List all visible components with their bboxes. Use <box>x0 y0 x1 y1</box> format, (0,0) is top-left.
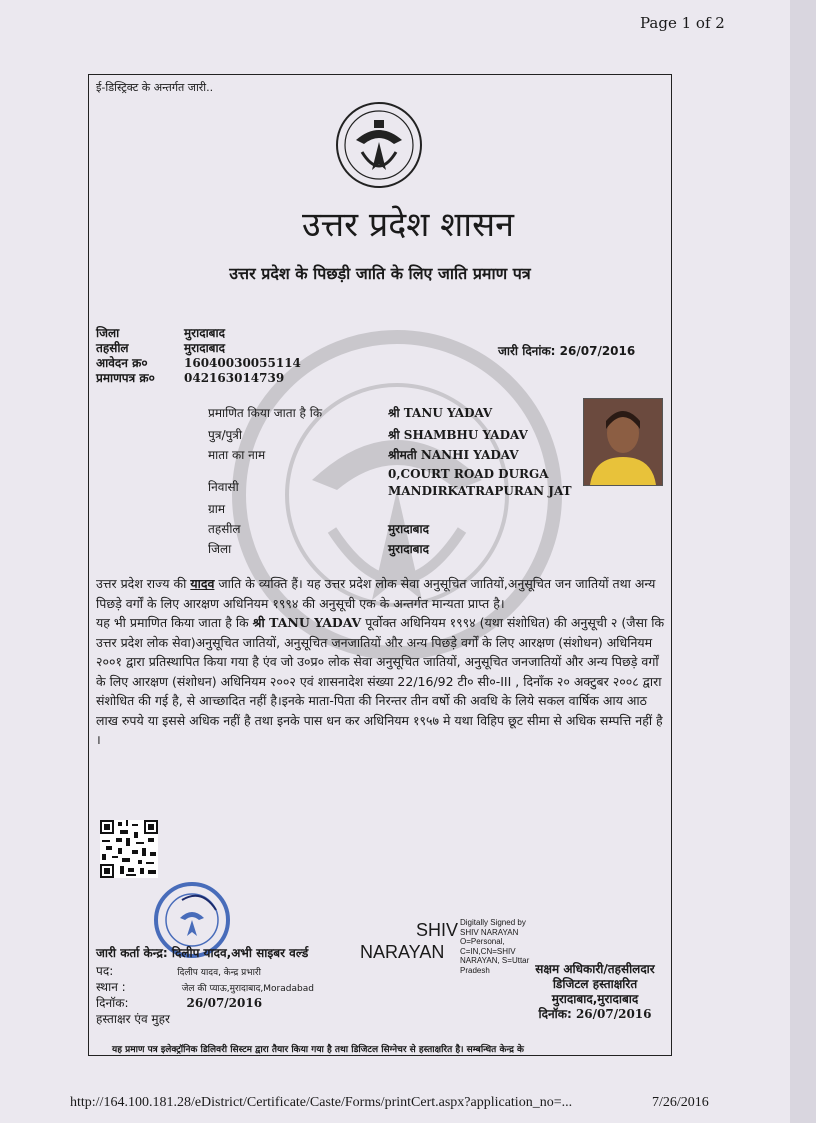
signer-name-line2: NARAYAN <box>360 942 445 962</box>
meta-value: मुरादाबाद <box>184 341 226 355</box>
caste-name: यादव <box>190 576 215 591</box>
issuer-row <box>96 944 308 961</box>
post-value: दिलीप यादव, केन्द्र प्रभारी <box>177 968 261 978</box>
body-paragraph <box>96 574 670 613</box>
meta-row <box>96 356 301 371</box>
meta-row <box>96 341 301 356</box>
date-row <box>96 994 262 1011</box>
meta-label: जिला <box>96 326 120 340</box>
detail-label: पुत्र/पुत्री <box>208 428 243 442</box>
meta-label: आवेदन क्र० <box>96 356 148 370</box>
officer-date <box>510 1007 680 1022</box>
state-emblem-icon <box>334 100 424 190</box>
body-text: पूर्वोक्त अधिनियम १९९४ (यथा संशोधित) की अनुसूची २ (जैसा कि उत्तर प्रदेश लोक सेवा)अनुसूचित जातियों, अनुसूचित जनजातियों और अन्य पिछड़े वर्गों के लिए आरक्षण (संशोधन) अधिनियम २००१ द्वारा प्रतिस्थापित किया गया है एंव जो उ०प्र० लोक सेवा अनुसूचित जातियों, अनुसूचित जनजातियों और अन्य पिछड़े वर्गों के लिए आरक्षण (संशोधन) अधिनियम २००२ एवं शासनादेश संख्या 22/16/92 टी० सी०-III , दिनाँक २० अक्टुबर २००८ द्वारा संशोधित की गई है, से आच्छादित नहीं है।इनके माता-पिता की निरन्तर तीन वर्षो की अवधि के लिये सकल वार्षिक आय आठ लाख रुपये या इससे अधिक नहीं है तथा इनके पास धन कर अधिनियम १९५७ मे यथा विहिप छूट सीमा से अधिक सम्पत्ति नहीं है । <box>96 615 665 747</box>
officer-location: मुरादाबाद,मुरादाबाद <box>551 992 639 1006</box>
detail-value: 0,COURT ROAD DURGA <box>388 467 549 481</box>
qr-code-icon <box>100 820 158 878</box>
officer-date-value: 26/07/2016 <box>575 1007 652 1021</box>
date-value: 26/07/2016 <box>186 996 263 1010</box>
detail-label: निवासी <box>208 480 239 494</box>
detail-label: तहसील <box>208 522 241 536</box>
detail-value: मुरादाबाद <box>388 542 430 556</box>
issuer-value: दिलीप यादव,अभी साइबर वर्ल्ड <box>171 946 309 960</box>
detail-label: जिला <box>208 542 232 556</box>
meta-value: 042163014739 <box>184 371 285 385</box>
body-paragraph <box>96 613 670 750</box>
issue-date <box>498 342 635 359</box>
body-text: जाति के व्यक्ति हैं। यह उत्तर प्रदेश लोक सेवा अनुसूचित जातियों,अनुसूचित जन जातियों तथा अन्य पिछड़े वर्गों के लिए आरक्षण अधिनियम १९९४ की अनुसूची एक के अन्तर्गत मान्यता प्राप्त है। <box>96 576 656 611</box>
detail-value: श्री TANU YADAV <box>388 406 493 420</box>
body-text: उत्तर प्रदेश राज्य की <box>96 576 191 591</box>
meta-label: प्रमाणपत्र क्र० <box>96 371 155 385</box>
meta-row <box>96 371 301 386</box>
body-text: यह भी प्रमाणित किया जाता है कि <box>96 615 253 630</box>
digital-signature-text: Digitally Signed by SHIV NARAYAN O=Personal, C=IN,CN=SHIV NARAYAN, S=Uttar Pradesh <box>460 918 530 975</box>
state-title: उत्तर प्रदेश शासन <box>302 205 514 245</box>
place-label: स्थान : <box>96 980 126 994</box>
applicant-name: श्री TANU YADAV <box>252 615 362 630</box>
footer-note: यह प्रमाण पत्र इलेक्ट्रॉनिक डिलिवरी सिस्टम द्वारा तैयार किया गया है तथा डिजिटल सिग्नेचर से हस्ताक्षरित है। सम्बन्धित केन्द्र के <box>112 1045 524 1055</box>
issue-date-value: 26/07/2016 <box>559 344 636 358</box>
issuer-label: जारी कर्ता केन्द्र: <box>96 946 168 960</box>
person-photo-icon <box>584 399 662 485</box>
post-row <box>96 962 261 979</box>
detail-label: माता का नाम <box>208 448 266 462</box>
detail-value: MANDIRKATRAPURAN JAT <box>388 484 572 498</box>
issue-date-label: जारी दिनांक: <box>498 344 556 358</box>
detail-value: मुरादाबाद <box>388 522 430 536</box>
place-row <box>96 978 314 995</box>
meta-label: तहसील <box>96 341 129 355</box>
officer-date-label: दिनॉक: <box>538 1007 572 1021</box>
print-date: 7/26/2016 <box>652 1095 709 1110</box>
place-value: जेल की प्याऊ,मुरादाबाद,Moradabad <box>181 984 314 994</box>
certificate-body <box>96 574 670 750</box>
detail-value: श्री SHAMBHU YADAV <box>388 428 528 442</box>
application-meta <box>96 326 301 386</box>
date-label: दिनॉक: <box>96 996 129 1010</box>
meta-row <box>96 326 301 341</box>
detail-value: श्रीमती NANHI YADAV <box>388 448 519 462</box>
applicant-photo <box>583 398 663 486</box>
officer-title: सक्षम अधिकारी/तहसीलदार <box>535 962 655 976</box>
meta-value: 16040030055114 <box>184 356 301 370</box>
detail-label: प्रमाणित किया जाता है कि <box>208 406 323 420</box>
officer-details <box>510 962 680 1022</box>
print-url: http://164.100.181.28/eDistrict/Certificate/Caste/Forms/printCert.aspx?application_no=... <box>70 1095 573 1110</box>
meta-value: मुरादाबाद <box>184 326 226 340</box>
sign-label: हस्ताक्षर एंव मुहर <box>96 1012 170 1026</box>
officer-signed-label: डिजिटल हस्ताक्षरित <box>552 977 638 991</box>
page-number: Page 1 of 2 <box>640 14 725 32</box>
certificate-title: उत्तर प्रदेश के पिछड़ी जाति के लिए जाति प्रमाण पत्र <box>229 264 531 283</box>
detail-label: ग्राम <box>208 502 226 516</box>
issued-under-label: ई-डिस्ट्रिक्ट के अन्तर्गत जारी.. <box>96 81 214 94</box>
signer-name-line1: SHIV <box>416 920 459 940</box>
post-label: पद: <box>96 964 114 978</box>
